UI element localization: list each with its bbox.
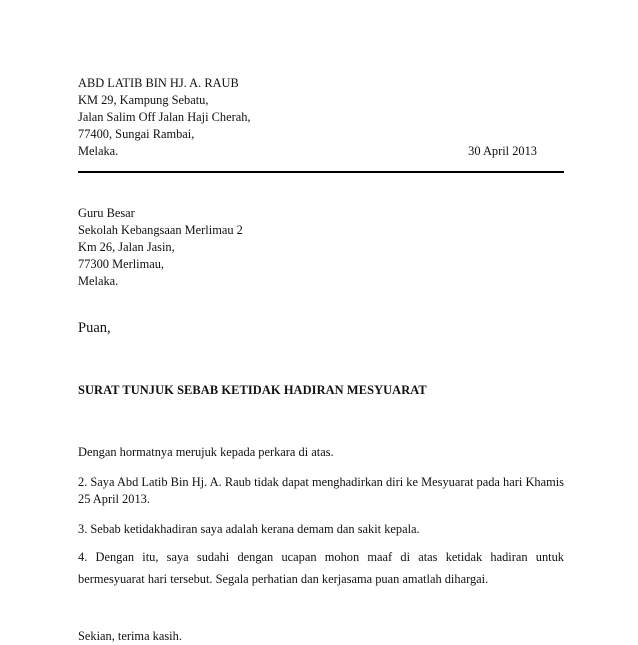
letter-date: 30 April 2013 (468, 144, 537, 158)
recipient-address-line-2: 77300 Merlimau, (78, 257, 165, 271)
recipient-address-block (78, 205, 564, 290)
header-divider (78, 171, 564, 173)
paragraph-4: 4. Dengan itu, saya sudahi dengan ucapan mohon maaf di atas ketidak hadiran untuk bermesyuarat hari tersebut. Segala perhatian dan kerjasama puan amatlah dihargai. (78, 550, 564, 586)
letter-page (78, 75, 564, 645)
sender-address-line-1: KM 29, Kampung Sebatu, (78, 93, 209, 107)
paragraph-3: 3. Sebab ketidakhadiran saya adalah kerana demam dan sakit kepala. (78, 522, 420, 536)
sender-name: ABD LATIB BIN HJ. A. RAUB (78, 76, 239, 90)
sender-state-date-row (78, 143, 564, 160)
closing-line: Sekian, terima kasih. (78, 629, 182, 643)
sender-address-block (78, 75, 564, 160)
recipient-school: Sekolah Kebangsaan Merlimau 2 (78, 223, 243, 237)
recipient-address-line-1: Km 26, Jalan Jasin, (78, 240, 175, 254)
letter-subject: SURAT TUNJUK SEBAB KETIDAK HADIRAN MESYUARAT (78, 383, 427, 397)
salutation: Puan, (78, 320, 111, 336)
sender-address-line-2: Jalan Salim Off Jalan Haji Cherah, (78, 110, 251, 124)
sender-address-line-3: 77400, Sungai Rambai, (78, 127, 195, 141)
paragraph-2: 2. Saya Abd Latib Bin Hj. A. Raub tidak dapat menghadirkan diri ke Mesyuarat pada hari Khamis 25 April 2013. (78, 475, 564, 506)
paragraph-intro: Dengan hormatnya merujuk kepada perkara di atas. (78, 445, 334, 459)
recipient-state: Melaka. (78, 274, 119, 288)
sender-state: Melaka. (78, 144, 119, 158)
recipient-title: Guru Besar (78, 206, 135, 220)
